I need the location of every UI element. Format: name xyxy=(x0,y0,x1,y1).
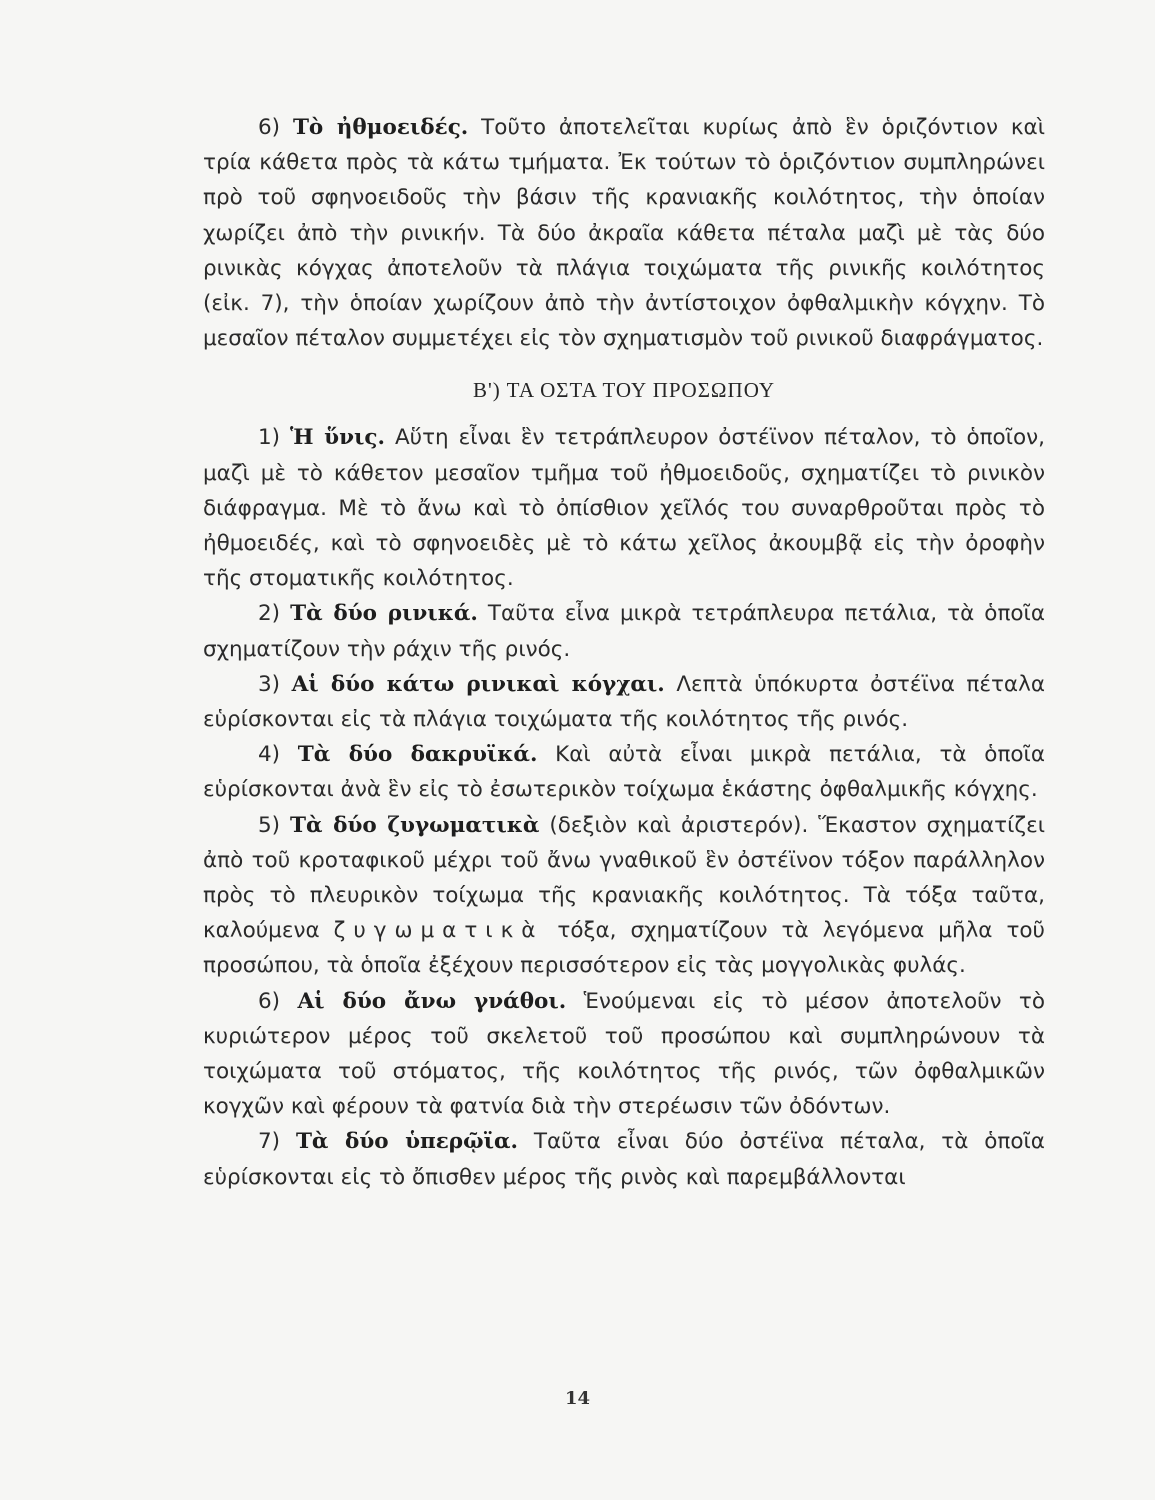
item-text: τόξα, σχηματίζουν τὰ λεγόμενα μῆλα τοῦ προσώπου, τὰ ὁποῖα ἐξέχουν περισσότερον εἰς τὰς μογγολικὰς φυλάς. xyxy=(203,918,1045,979)
item-term: Τὰ δύο ὑπερῷϊα. xyxy=(295,1129,519,1155)
paragraph-inferior-conchae xyxy=(203,667,1045,737)
item-text: Ἑνούμεναι εἰς τὸ μέσον ἀποτελοῦν τὸ κυριώτερον μέρος τοῦ σκελετοῦ τοῦ προσώπου καὶ συμπληρώνουν τὰ τοιχώματα τοῦ στόματος, τῆς κοιλότητος τῆς ρινός, τῶν ὀφθαλμικῶν κογχῶν καὶ φέρουν τὰ φατνία διὰ τὴν στερέωσιν τῶν ὀδόντων. xyxy=(203,988,1045,1120)
section-heading: Β') ΤΑ ΟΣΤΑ ΤΟΥ ΠΡΟΣΩΠΟΥ xyxy=(473,378,775,403)
item-number: 3) xyxy=(258,671,281,697)
item-number: 2) xyxy=(258,601,281,627)
paragraph-palatine xyxy=(203,1124,1045,1194)
paragraph-maxillae xyxy=(203,984,1045,1125)
item-term: Αἱ δύο ἄνω γνάθοι. xyxy=(297,988,567,1014)
item-text: Αὕτη εἶναι ἓν τετράπλευρον ὀστέϊνον πέταλον, τὸ ὁποῖον, μαζὶ μὲ τὸ κάθετον μεσαῖον τμῆμα τοῦ ἠθμοειδοῦς, σχηματίζει τὸ ρινικὸν διάφραγμα. Μὲ τὸ ἄνω καὶ τὸ ὀπίσθιον χεῖλός του συναρθροῦται πρὸς τὸ ἠθμοειδές, καὶ τὸ σφηνοειδὲς μὲ τὸ κάτω χεῖλος ἀκουμβᾷ εἰς τὴν ὀροφὴν τῆς στοματικῆς κοιλότητος. xyxy=(203,425,1045,592)
item-text: Τοῦτο ἀποτελεῖται κυρίως ἀπὸ ἓν ὁριζόντιον καὶ τρία κάθετα πρὸς τὰ κάτω τμήματα. Ἐκ τούτων τὸ ὁριζόντιον συμπληρώνει πρὸ τοῦ σφηνοειδοῦς τὴν βάσιν τῆς κρανιακῆς κοιλότητος, τὴν ὁποίαν χωρίζει ἀπὸ τὴν ρινικήν. Τὰ δύο ἀκραῖα κάθετα πέταλα μαζὶ μὲ τὰς δύο ρινικὰς κόγχας ἀποτελοῦν τὰ πλάγια τοιχώματα τῆς ρινικῆς κοιλότητος (εἰκ. 7), τὴν ὁποίαν χωρίζουν ἀπὸ τὴν ἀντίστοιχον ὀφθαλμικὴν κόγχην. Τὸ μεσαῖον πέταλον συμμετέχει εἰς τὸν σχηματισμὸν τοῦ ρινικοῦ διαφράγματος. xyxy=(203,115,1045,352)
page-number: 14 xyxy=(564,1388,591,1409)
item-text: Ταῦτα εἶνα μικρὰ τετράπλευρα πετάλια, τὰ ὁποῖα σχηματίζουν τὴν ράχιν τῆς ρινός. xyxy=(203,601,1045,662)
paragraph-zygomatic xyxy=(203,808,1045,984)
item-term: Τὰ δύο ζυγωματικὰ xyxy=(290,812,540,838)
item-text: Ταῦτα εἶναι δύο ὀστέϊνα πέταλα, τὰ ὁποῖα εὑρίσκονται εἰς τὸ ὄπισθεν μέρος τῆς ρινὸς καὶ παρεμβάλλονται xyxy=(203,1129,1045,1190)
item-text: Λεπτὰ ὑπόκυρτα ὀστέϊνα πέταλα εὑρίσκονται εἰς τὰ πλάγια τοιχώματα τῆς κοιλότητος τῆς ρινός. xyxy=(203,671,1046,733)
item-number: 7) xyxy=(258,1129,281,1155)
item-text: (δεξιὸν καὶ ἀριστερόν). Ἕκαστον σχηματίζει ἀπὸ τοῦ κροταφικοῦ μέχρι τοῦ ἄνω γναθικοῦ ἓν ὀστέϊνον τόξον παράλληλον πρὸς τὸ πλευρικὸν τοίχωμα τῆς κρανιακῆς κοιλότητος. Τὰ τόξα ταῦτα, καλούμενα xyxy=(203,812,1045,944)
item-term: Τὰ δύο δακρυϊκά. xyxy=(297,742,538,768)
item-term: Αἱ δύο κάτω ρινικαὶ κόγχαι. xyxy=(291,671,665,697)
item-number: 6) xyxy=(258,988,281,1014)
item-text: Καὶ αὐτὰ εἶναι μικρὰ πετάλια, τὰ ὁποῖα εὑρίσκονται ἀνὰ ἓν εἰς τὸ ἐσωτερικὸν τοίχωμα ἑκάστης ὀφθαλμικῆς κόγχης. xyxy=(203,742,1045,803)
item-number: 1) xyxy=(258,425,281,451)
page-body xyxy=(203,110,1045,1195)
item-number: 6) xyxy=(258,115,281,140)
item-term: Τὸ ἠθμοειδές. xyxy=(292,115,469,140)
item-term: Ἡ ὕνις. xyxy=(290,425,385,451)
paragraph-ethmoid xyxy=(203,110,1045,356)
paragraph-vomer xyxy=(203,420,1045,596)
item-number: 5) xyxy=(258,812,281,838)
paragraph-lacrimal xyxy=(203,737,1045,807)
item-term: Τὰ δύο ρινικά. xyxy=(290,601,478,627)
paragraph-nasal xyxy=(203,596,1045,666)
spaced-term: ζυγωματικὰ xyxy=(333,918,544,944)
item-number: 4) xyxy=(258,742,281,768)
